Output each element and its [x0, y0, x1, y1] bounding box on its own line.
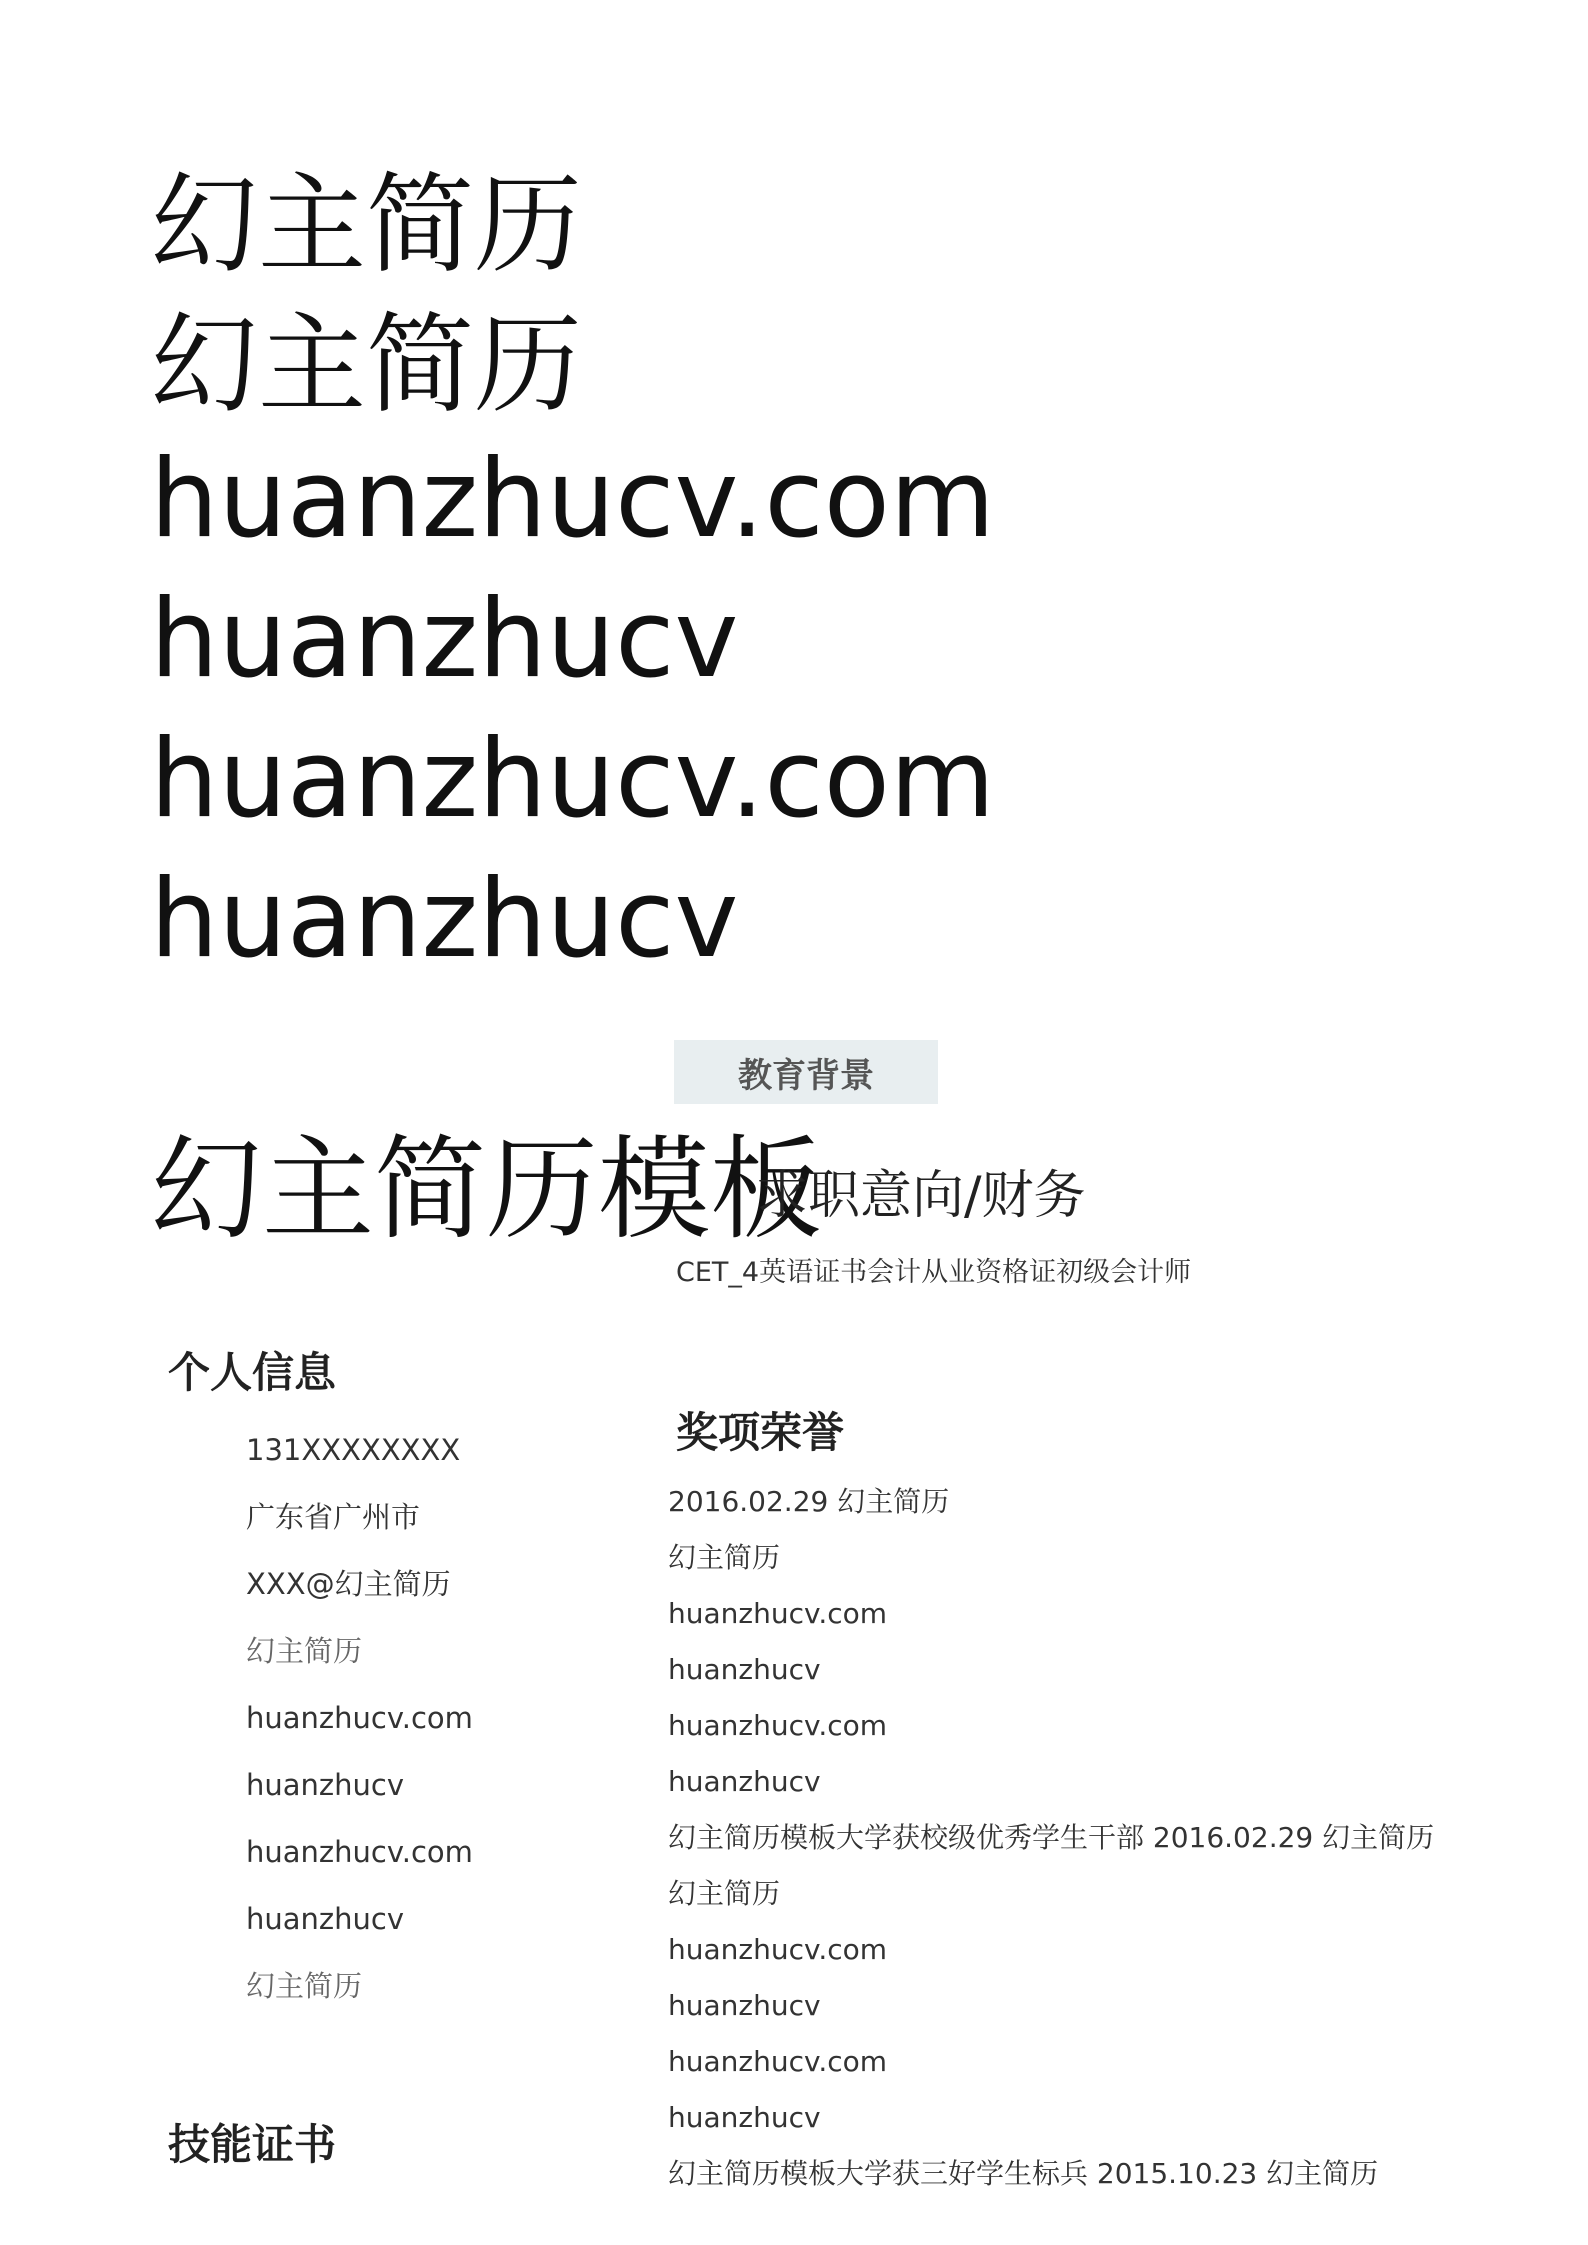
- job-target: 求职意向/财务: [756, 1166, 1086, 1226]
- info-item: huanzhucv: [246, 1902, 404, 1936]
- location: 广东省广州市: [246, 1500, 421, 1534]
- personal-info-list: [246, 1430, 473, 2033]
- header-line-2: 幻主简历: [150, 303, 583, 428]
- phone-number: 131XXXXXXXX: [246, 1433, 461, 1467]
- award-item: huanzhucv.com: [668, 2045, 888, 2078]
- award-item: huanzhucv.com: [668, 1709, 888, 1742]
- certificates-line: CET_4英语证书会计从业资格证初级会计师: [676, 1257, 1192, 1288]
- header-line-1: 幻主简历: [150, 163, 583, 288]
- award-item: 幻主简历模板大学获校级优秀学生干部 2016.02.29 幻主简历: [668, 1821, 1435, 1854]
- personal-info-heading: 个人信息: [168, 1348, 337, 1397]
- info-item: huanzhucv.com: [246, 1701, 473, 1735]
- info-item: 幻主简历: [246, 1634, 363, 1668]
- award-item: 幻主简历: [668, 1877, 781, 1910]
- header-line-4: huanzhucv: [150, 577, 739, 702]
- awards-list: [668, 1482, 1434, 2210]
- header-line-5: huanzhucv.com: [150, 717, 996, 842]
- award-item: huanzhucv: [668, 1765, 821, 1798]
- header-line-6: huanzhucv: [150, 857, 739, 982]
- awards-heading: 奖项荣誉: [676, 1408, 845, 1457]
- award-item: 幻主简历模板大学获三好学生标兵 2015.10.23 幻主简历: [668, 2157, 1379, 2190]
- email: XXX@幻主简历: [246, 1567, 451, 1601]
- award-item: huanzhucv.com: [668, 1933, 888, 1966]
- award-item: 2016.02.29 幻主简历: [668, 1485, 950, 1518]
- info-item: huanzhucv: [246, 1768, 404, 1802]
- education-section-tag: 教育背景: [674, 1040, 938, 1104]
- info-item: huanzhucv.com: [246, 1835, 473, 1869]
- award-item: huanzhucv: [668, 1989, 821, 2022]
- resume-name: 幻主简历模板: [150, 1125, 822, 1255]
- award-item: 幻主简历: [668, 1541, 781, 1574]
- skills-heading: 技能证书: [168, 2120, 337, 2169]
- info-item: 幻主简历: [246, 1969, 363, 2003]
- award-item: huanzhucv: [668, 1653, 821, 1686]
- award-item: huanzhucv.com: [668, 1597, 888, 1630]
- award-item: huanzhucv: [668, 2101, 821, 2134]
- header-line-3: huanzhucv.com: [150, 437, 996, 562]
